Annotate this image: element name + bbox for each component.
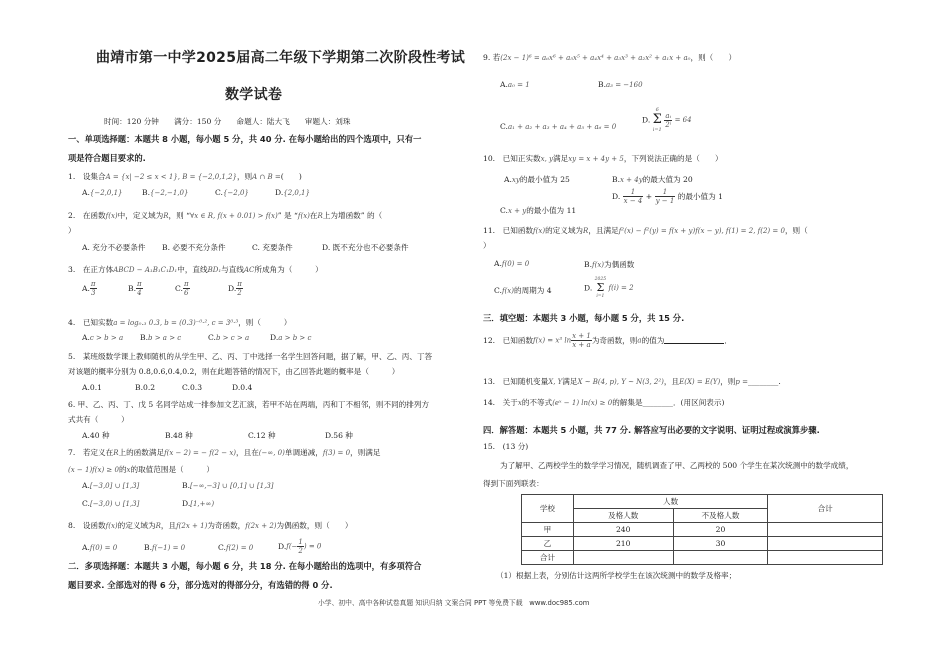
question-6: 6. 甲、乙、丙、丁、戊 5 名同学站成一排参加文艺汇演，若甲不站在两端，丙和丁不相邻，则不同的排列方 [68, 400, 430, 409]
q10-option-d[interactable]: D. $\frac{1}{x - 4}$ + $\frac{1}{y - 1}$ 的最小值为 1 [612, 188, 723, 205]
q1-option-c[interactable]: C.{−2,0} [215, 188, 249, 197]
q8-option-b[interactable]: B.f(−1) = 0 [144, 543, 186, 552]
q8-option-c[interactable]: C.f(2) = 0 [218, 543, 254, 552]
q2-option-b[interactable]: B. 必要不充分条件 [162, 243, 226, 252]
q11-option-c[interactable]: C.f(x)的周期为 4 [494, 286, 552, 295]
q8-option-a[interactable]: A.f(0) = 0 [82, 543, 118, 552]
q5-option-a[interactable]: A.0.1 [82, 383, 102, 392]
q10-option-c[interactable]: C.x + y的最小值为 11 [500, 206, 577, 215]
q9-option-c[interactable]: C.a₁ + a₂ + a₃ + a₄ + a₅ + a₆ = 0 [500, 122, 617, 131]
exam-subtitle: 数学试卷 [225, 87, 283, 103]
q6-option-c[interactable]: C.12 种 [248, 431, 276, 440]
q7-option-d[interactable]: D.[1,+∞) [182, 499, 215, 508]
q2-option-a[interactable]: A. 充分不必要条件 [82, 243, 146, 252]
question-3: 3. 在正方体ABCD − A₁B₁C₁D₁中，直线BD₁与直线AC所成角为（ ） [68, 265, 323, 274]
q5-option-d[interactable]: D.0.4 [232, 383, 253, 392]
question-1: 1. 设集合A = {x| −2 ≤ x < 1}, B = {−2,0,1,2}，则A ∩ B =( ) [68, 172, 302, 181]
question-2-cont: ） [68, 226, 76, 235]
question-9: 9. 若(2x − 1)⁶ = a₆x⁶ + a₅x⁵ + a₄x⁴ + a₃x³ + a₂x² + a₁x + a₀，则（ ） [483, 53, 737, 62]
question-8: 8. 设函数f(x)的定义域为R，且f(2x + 1)为奇函数，f(2x + 2)为偶函数，则（ ） [68, 521, 353, 530]
section-multi-choice-cont: 题目要求. 全部选对的得 6 分，部分选对的得部分分，有选错的得 0 分. [68, 580, 333, 590]
section-solution: 四．解答题：本题共 5 小题，共 77 分. 解答应写出必要的文字说明、证明过程或演算步骤. [483, 425, 820, 435]
question-14: 14. 关于x的不等式(eˣ − 1) ln(x) ≥ 0的解集是________．(用区间表示) [483, 398, 725, 407]
q6-option-a[interactable]: A.40 种 [82, 431, 110, 440]
section-single-choice-cont: 项是符合题目要求的. [68, 153, 146, 163]
question-15: 15. (13 分) [483, 442, 529, 451]
q1-option-a[interactable]: A.{−2,0,1} [82, 188, 123, 197]
question-12: 12. 已知函数f(x) = x³ ln $\frac{x + 1}{x + a}$ 为奇函数，则a的值为 ． [483, 332, 732, 349]
question-13: 13. 已知随机变量X, Y满足X ~ B(4, p), Y ~ N(3, 2²)，且E(X) = E(Y)，则p =________. [483, 377, 781, 386]
section-single-choice: 一、单项选择题：本题共 8 小题，每小题 5 分，共 40 分. 在每小题给出的四个选项中，只有一 [68, 134, 422, 144]
th-pass: 及格人数 [573, 509, 673, 523]
q11-option-d[interactable]: D. 2025 Σ i=1 f(i) = 2 [584, 277, 634, 299]
q4-option-c[interactable]: C.b > c > a [208, 333, 250, 342]
question-11: 11. 已知函数f(x)的定义域为R，且满足f²(x) − f²(y) = f(x + y)f(x − y), f(1) = 2, f(2) = 0，则（ [483, 226, 808, 235]
th-people: 人数 [573, 495, 767, 509]
q9-option-d[interactable]: D. 6 Σ i=1 $\frac{\text{aᵢ}}{\text{2ⁱ}}$ = 64 [642, 107, 692, 133]
q3-option-d[interactable]: D. $\frac{\pi}{2}$ [228, 280, 242, 297]
q4-option-d[interactable]: D.a > b > c [270, 333, 312, 342]
q5-option-b[interactable]: B.0.2 [135, 383, 156, 392]
question-6-cont: 式共有（ ） [68, 415, 129, 424]
th-school: 学校 [522, 495, 574, 523]
question-4: 4. 已知实数a = log₀.₃ 0.3, b = (0.3)⁻⁰·², c = 3⁰·³，则（ ） [68, 318, 292, 327]
answer-blank[interactable] [664, 337, 724, 344]
q7-option-a[interactable]: A.[−3,0] ∪ [1,3] [82, 481, 140, 490]
sum-symbol: 6 Σ i=1 [652, 107, 662, 133]
q2-option-d[interactable]: D. 既不充分也不必要条件 [322, 243, 409, 252]
th-total: 合计 [768, 495, 883, 523]
exam-title: 曲靖市第一中学2025届高二年级下学期第二次阶段性考试 [96, 50, 466, 66]
table-row: 甲 240 20 [522, 523, 883, 537]
th-fail: 不及格人数 [673, 509, 768, 523]
contingency-table [521, 494, 883, 565]
question-15-part-1: （1）根据上表，分别估计这两所学校学生在该次统测中的数学及格率； [496, 571, 737, 580]
question-2: 2. 在函数f(x)中，定义域为R，则 “∀x ∈ R, f(x + 0.01) > f(x)” 是 “f(x)在R上为增函数” 的（ [68, 211, 383, 220]
section-fill-blank: 三．填空题：本题共 3 小题，每小题 5 分，共 15 分. [483, 313, 685, 323]
question-11-cont: ） [483, 241, 491, 250]
q1-option-d[interactable]: D.{2,0,1} [275, 188, 310, 197]
question-5: 5. 某班级数学课上教师随机的从学生甲、乙、丙、丁中选择一名学生回答问题，据了解，甲、乙、丙、丁答 [68, 352, 433, 361]
q1-option-b[interactable]: B.{−2,−1,0} [142, 188, 189, 197]
page-footer: 小学、初中、高中各种试卷真题 知识归纳 文案合同 PPT 等免费下载 www.doc985.com [318, 599, 590, 607]
q3-option-b[interactable]: B. $\frac{\pi}{4}$ [128, 280, 142, 297]
question-7: 7. 若定义在R上的函数满足f(x − 2) = − f(2 − x)，且在(−∞, 0)单调递减，f(3) = 0，则满足 [68, 448, 381, 457]
q2-option-c[interactable]: C. 充要条件 [252, 243, 293, 252]
q9-option-b[interactable]: B.a₃ = −160 [598, 80, 643, 89]
q8-option-d[interactable]: D.f(− $\frac{1}{2}$ ) = 0 [278, 538, 322, 555]
q11-option-a[interactable]: A.f(0) = 0 [494, 259, 530, 268]
q7-option-c[interactable]: C.[−3,0) ∪ [1,3] [82, 499, 140, 508]
question-7-cont: (x − 1)f(x) ≥ 0的x的取值范围是（ ） [68, 465, 215, 474]
table-row-sum: 合计 [522, 551, 883, 565]
table-row: 乙 210 30 [522, 537, 883, 551]
question-5-cont: 对该题的概率分别为 0.8,0.6,0.4,0.2，则在此题答错的情况下，由乙回答此题的概率是（ ） [68, 367, 400, 376]
q10-option-b[interactable]: B.x + 4y的最大值为 20 [612, 175, 693, 184]
q7-option-b[interactable]: B.[−∞,−3] ∪ [0,1] ∪ [1,3] [182, 481, 274, 490]
question-10: 10. 已知正实数x, y满足xy = x + 4y + 5，下列说法正确的是（ ） [483, 154, 723, 163]
q6-option-b[interactable]: B.48 种 [165, 431, 193, 440]
q3-option-a[interactable]: A. $\frac{\pi}{3}$ [82, 280, 96, 297]
q9-option-a[interactable]: A.a₀ = 1 [500, 80, 530, 89]
question-15-stem-cont: 得到下面列联表： [483, 479, 544, 488]
q5-option-c[interactable]: C.0.3 [182, 383, 203, 392]
exam-meta: 时间：120 分钟 满分：150 分 命题人：陆大飞 审题人：刘珠 [104, 117, 351, 126]
sum-symbol: 2025 Σ i=1 [594, 277, 607, 299]
q3-option-c[interactable]: C. $\frac{\pi}{6}$ [175, 280, 189, 297]
section-multi-choice: 二．多项选择题：本题共 3 小题，每小题 6 分，共 18 分. 在每小题给出的选项中，有多项符合 [68, 561, 422, 571]
q6-option-d[interactable]: D.56 种 [325, 431, 353, 440]
q10-option-a[interactable]: A.xy的最小值为 25 [504, 175, 570, 184]
q11-option-b[interactable]: B.f(x)为偶函数 [584, 260, 635, 269]
q4-option-b[interactable]: B.b > a > c [140, 333, 182, 342]
q4-option-a[interactable]: A.c > b > a [82, 333, 124, 342]
question-15-stem: 为了解甲、乙两校学生的数学学习情况，随机调查了甲、乙两校的 500 个学生在某次统测中的数学成绩， [500, 461, 854, 470]
